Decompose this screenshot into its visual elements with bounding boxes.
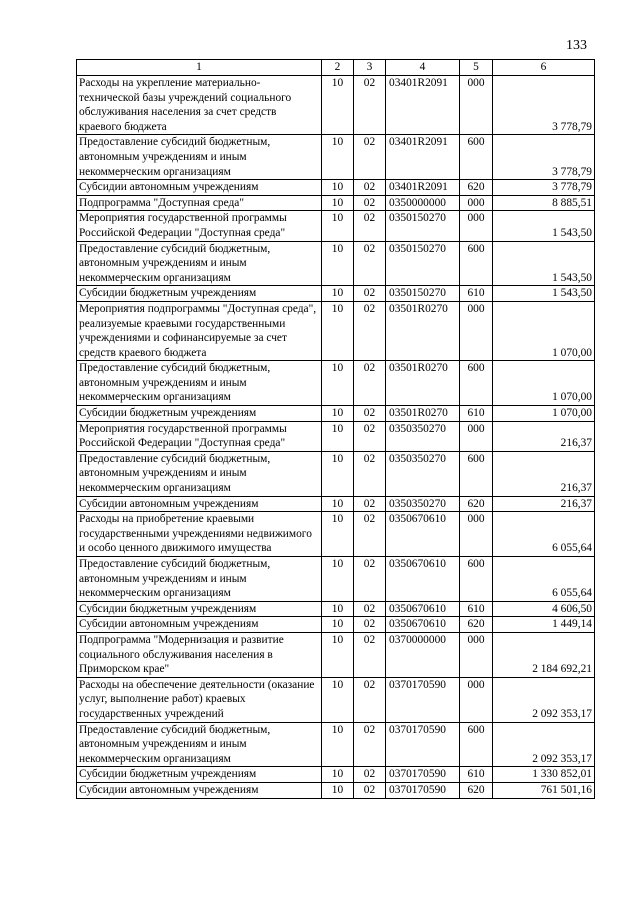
- row-amount-cell: 216,37: [493, 421, 595, 451]
- row-amount-cell: 1 449,14: [493, 617, 595, 633]
- row-subsection-cell: 02: [354, 135, 386, 180]
- row-section-cell: 10: [322, 195, 354, 211]
- row-name-cell: Предоставление субсидий бюджетным, автономным учреждениям и иным некоммерческим организациям: [77, 241, 322, 286]
- row-amount-cell: 1 543,50: [493, 211, 595, 241]
- row-name-cell: Предоставление субсидий бюджетным, автономным учреждениям и иным некоммерческим организациям: [77, 722, 322, 767]
- row-name-cell: Субсидии бюджетным учреждениям: [77, 601, 322, 617]
- budget-table: [76, 59, 595, 799]
- row-amount-cell: 3 778,79: [493, 135, 595, 180]
- row-target-article-cell: 0350670610: [386, 512, 460, 557]
- table-row: [77, 632, 595, 677]
- row-expense-type-cell: 000: [460, 211, 493, 241]
- row-name-cell: Предоставление субсидий бюджетным, автономным учреждениям и иным некоммерческим организациям: [77, 361, 322, 406]
- table-row: [77, 286, 595, 302]
- table-row: [77, 496, 595, 512]
- row-expense-type-cell: 620: [460, 496, 493, 512]
- table-row: [77, 76, 595, 135]
- row-target-article-cell: 0370170590: [386, 782, 460, 798]
- row-name-cell: Субсидии автономным учреждениям: [77, 782, 322, 798]
- row-expense-type-cell: 600: [460, 722, 493, 767]
- table-row: [77, 421, 595, 451]
- row-amount-cell: 1 543,50: [493, 286, 595, 302]
- row-name-cell: Субсидии автономным учреждениям: [77, 617, 322, 633]
- row-target-article-cell: 03501R0270: [386, 406, 460, 422]
- row-expense-type-cell: 600: [460, 135, 493, 180]
- row-target-article-cell: 0370000000: [386, 632, 460, 677]
- row-section-cell: 10: [322, 286, 354, 302]
- row-subsection-cell: 02: [354, 421, 386, 451]
- row-subsection-cell: 02: [354, 180, 386, 196]
- row-section-cell: 10: [322, 632, 354, 677]
- row-section-cell: 10: [322, 617, 354, 633]
- row-target-article-cell: 0350350270: [386, 496, 460, 512]
- row-expense-type-cell: 610: [460, 286, 493, 302]
- row-subsection-cell: 02: [354, 286, 386, 302]
- row-amount-cell: 6 055,64: [493, 557, 595, 602]
- row-name-cell: Предоставление субсидий бюджетным, автономным учреждениям и иным некоммерческим организациям: [77, 135, 322, 180]
- row-target-article-cell: 0370170590: [386, 677, 460, 722]
- row-subsection-cell: 02: [354, 722, 386, 767]
- table-row: [77, 601, 595, 617]
- table-header-row: [77, 60, 595, 76]
- table-row: [77, 301, 595, 360]
- row-section-cell: 10: [322, 301, 354, 360]
- row-name-cell: Предоставление субсидий бюджетным, автономным учреждениям и иным некоммерческим организациям: [77, 557, 322, 602]
- page-number: 133: [566, 38, 587, 53]
- row-expense-type-cell: 600: [460, 451, 493, 496]
- row-section-cell: 10: [322, 451, 354, 496]
- row-subsection-cell: 02: [354, 617, 386, 633]
- row-amount-cell: 1 330 852,01: [493, 767, 595, 783]
- row-amount-cell: 1 070,00: [493, 361, 595, 406]
- row-target-article-cell: 0350350270: [386, 421, 460, 451]
- table-row: [77, 135, 595, 180]
- row-amount-cell: 3 778,79: [493, 180, 595, 196]
- row-section-cell: 10: [322, 677, 354, 722]
- row-amount-cell: 1 543,50: [493, 241, 595, 286]
- row-expense-type-cell: 620: [460, 617, 493, 633]
- row-amount-cell: 1 070,00: [493, 301, 595, 360]
- row-section-cell: 10: [322, 241, 354, 286]
- row-target-article-cell: 0350350270: [386, 451, 460, 496]
- row-expense-type-cell: 620: [460, 180, 493, 196]
- row-target-article-cell: 0350150270: [386, 211, 460, 241]
- row-subsection-cell: 02: [354, 301, 386, 360]
- row-expense-type-cell: 600: [460, 241, 493, 286]
- row-subsection-cell: 02: [354, 496, 386, 512]
- row-section-cell: 10: [322, 496, 354, 512]
- row-section-cell: 10: [322, 406, 354, 422]
- row-name-cell: Мероприятия государственной программы Российской Федерации "Доступная среда": [77, 421, 322, 451]
- row-subsection-cell: 02: [354, 241, 386, 286]
- table-row: [77, 782, 595, 798]
- row-subsection-cell: 02: [354, 451, 386, 496]
- table-row: [77, 677, 595, 722]
- row-target-article-cell: 0350150270: [386, 286, 460, 302]
- row-name-cell: Субсидии бюджетным учреждениям: [77, 286, 322, 302]
- row-subsection-cell: 02: [354, 767, 386, 783]
- table-body: [77, 76, 595, 799]
- row-section-cell: 10: [322, 135, 354, 180]
- row-expense-type-cell: 610: [460, 601, 493, 617]
- header-col-2: 2: [322, 60, 354, 76]
- row-amount-cell: 4 606,50: [493, 601, 595, 617]
- row-target-article-cell: 0350000000: [386, 195, 460, 211]
- row-section-cell: 10: [322, 421, 354, 451]
- table-row: [77, 451, 595, 496]
- row-expense-type-cell: 000: [460, 76, 493, 135]
- row-subsection-cell: 02: [354, 557, 386, 602]
- row-section-cell: 10: [322, 601, 354, 617]
- row-expense-type-cell: 620: [460, 782, 493, 798]
- header-col-1: 1: [77, 60, 322, 76]
- row-subsection-cell: 02: [354, 512, 386, 557]
- row-amount-cell: 2 092 353,17: [493, 677, 595, 722]
- row-subsection-cell: 02: [354, 677, 386, 722]
- row-amount-cell: 8 885,51: [493, 195, 595, 211]
- row-expense-type-cell: 600: [460, 361, 493, 406]
- row-name-cell: Субсидии бюджетным учреждениям: [77, 767, 322, 783]
- row-name-cell: Подпрограмма "Доступная среда": [77, 195, 322, 211]
- row-target-article-cell: 03401R2091: [386, 76, 460, 135]
- row-name-cell: Расходы на укрепление материально-технической базы учреждений социального обслуживания населения за счет средств краевого бюджета: [77, 76, 322, 135]
- row-expense-type-cell: 000: [460, 301, 493, 360]
- table-row: [77, 767, 595, 783]
- row-name-cell: Субсидии автономным учреждениям: [77, 496, 322, 512]
- row-amount-cell: 1 070,00: [493, 406, 595, 422]
- row-subsection-cell: 02: [354, 76, 386, 135]
- table-row: [77, 406, 595, 422]
- row-target-article-cell: 0370170590: [386, 722, 460, 767]
- row-target-article-cell: 0370170590: [386, 767, 460, 783]
- row-expense-type-cell: 610: [460, 406, 493, 422]
- row-expense-type-cell: 000: [460, 421, 493, 451]
- row-section-cell: 10: [322, 361, 354, 406]
- row-target-article-cell: 0350670610: [386, 557, 460, 602]
- row-amount-cell: 216,37: [493, 496, 595, 512]
- row-amount-cell: 2 184 692,21: [493, 632, 595, 677]
- row-target-article-cell: 03401R2091: [386, 180, 460, 196]
- row-amount-cell: 3 778,79: [493, 76, 595, 135]
- row-name-cell: Предоставление субсидий бюджетным, автономным учреждениям и иным некоммерческим организациям: [77, 451, 322, 496]
- header-col-4: 4: [386, 60, 460, 76]
- table-row: [77, 180, 595, 196]
- row-expense-type-cell: 000: [460, 632, 493, 677]
- row-section-cell: 10: [322, 722, 354, 767]
- row-subsection-cell: 02: [354, 601, 386, 617]
- row-name-cell: Расходы на обеспечение деятельности (оказание услуг, выполнение работ) краевых государственных учреждений: [77, 677, 322, 722]
- row-subsection-cell: 02: [354, 211, 386, 241]
- table-row: [77, 617, 595, 633]
- row-amount-cell: 761 501,16: [493, 782, 595, 798]
- row-name-cell: Субсидии бюджетным учреждениям: [77, 406, 322, 422]
- row-section-cell: 10: [322, 76, 354, 135]
- row-subsection-cell: 02: [354, 632, 386, 677]
- table-row: [77, 195, 595, 211]
- header-col-3: 3: [354, 60, 386, 76]
- table-row: [77, 557, 595, 602]
- row-name-cell: Расходы на приобретение краевыми государственными учреждениями недвижимого и особо ценного движимого имущества: [77, 512, 322, 557]
- header-col-6: 6: [493, 60, 595, 76]
- row-expense-type-cell: 600: [460, 557, 493, 602]
- row-name-cell: Субсидии автономным учреждениям: [77, 180, 322, 196]
- row-target-article-cell: 03501R0270: [386, 301, 460, 360]
- row-subsection-cell: 02: [354, 782, 386, 798]
- row-target-article-cell: 0350670610: [386, 601, 460, 617]
- table-row: [77, 722, 595, 767]
- table-row: [77, 241, 595, 286]
- row-target-article-cell: 03501R0270: [386, 361, 460, 406]
- row-subsection-cell: 02: [354, 361, 386, 406]
- row-subsection-cell: 02: [354, 195, 386, 211]
- row-amount-cell: 6 055,64: [493, 512, 595, 557]
- row-target-article-cell: 0350670610: [386, 617, 460, 633]
- row-subsection-cell: 02: [354, 406, 386, 422]
- row-name-cell: Подпрограмма "Модернизация и развитие социального обслуживания населения в Приморском крае": [77, 632, 322, 677]
- row-name-cell: Мероприятия подпрограммы "Доступная среда", реализуемые краевыми государственными учреждениями и софинансируемые за счет средств краевого бюджета: [77, 301, 322, 360]
- table-row: [77, 361, 595, 406]
- row-section-cell: 10: [322, 512, 354, 557]
- row-name-cell: Мероприятия государственной программы Российской Федерации "Доступная среда": [77, 211, 322, 241]
- header-col-5: 5: [460, 60, 493, 76]
- row-expense-type-cell: 000: [460, 512, 493, 557]
- table-row: [77, 512, 595, 557]
- row-section-cell: 10: [322, 782, 354, 798]
- row-target-article-cell: 03401R2091: [386, 135, 460, 180]
- row-amount-cell: 216,37: [493, 451, 595, 496]
- row-expense-type-cell: 000: [460, 195, 493, 211]
- row-amount-cell: 2 092 353,17: [493, 722, 595, 767]
- row-section-cell: 10: [322, 180, 354, 196]
- row-section-cell: 10: [322, 211, 354, 241]
- row-target-article-cell: 0350150270: [386, 241, 460, 286]
- row-expense-type-cell: 610: [460, 767, 493, 783]
- row-section-cell: 10: [322, 557, 354, 602]
- table-row: [77, 211, 595, 241]
- row-section-cell: 10: [322, 767, 354, 783]
- row-expense-type-cell: 000: [460, 677, 493, 722]
